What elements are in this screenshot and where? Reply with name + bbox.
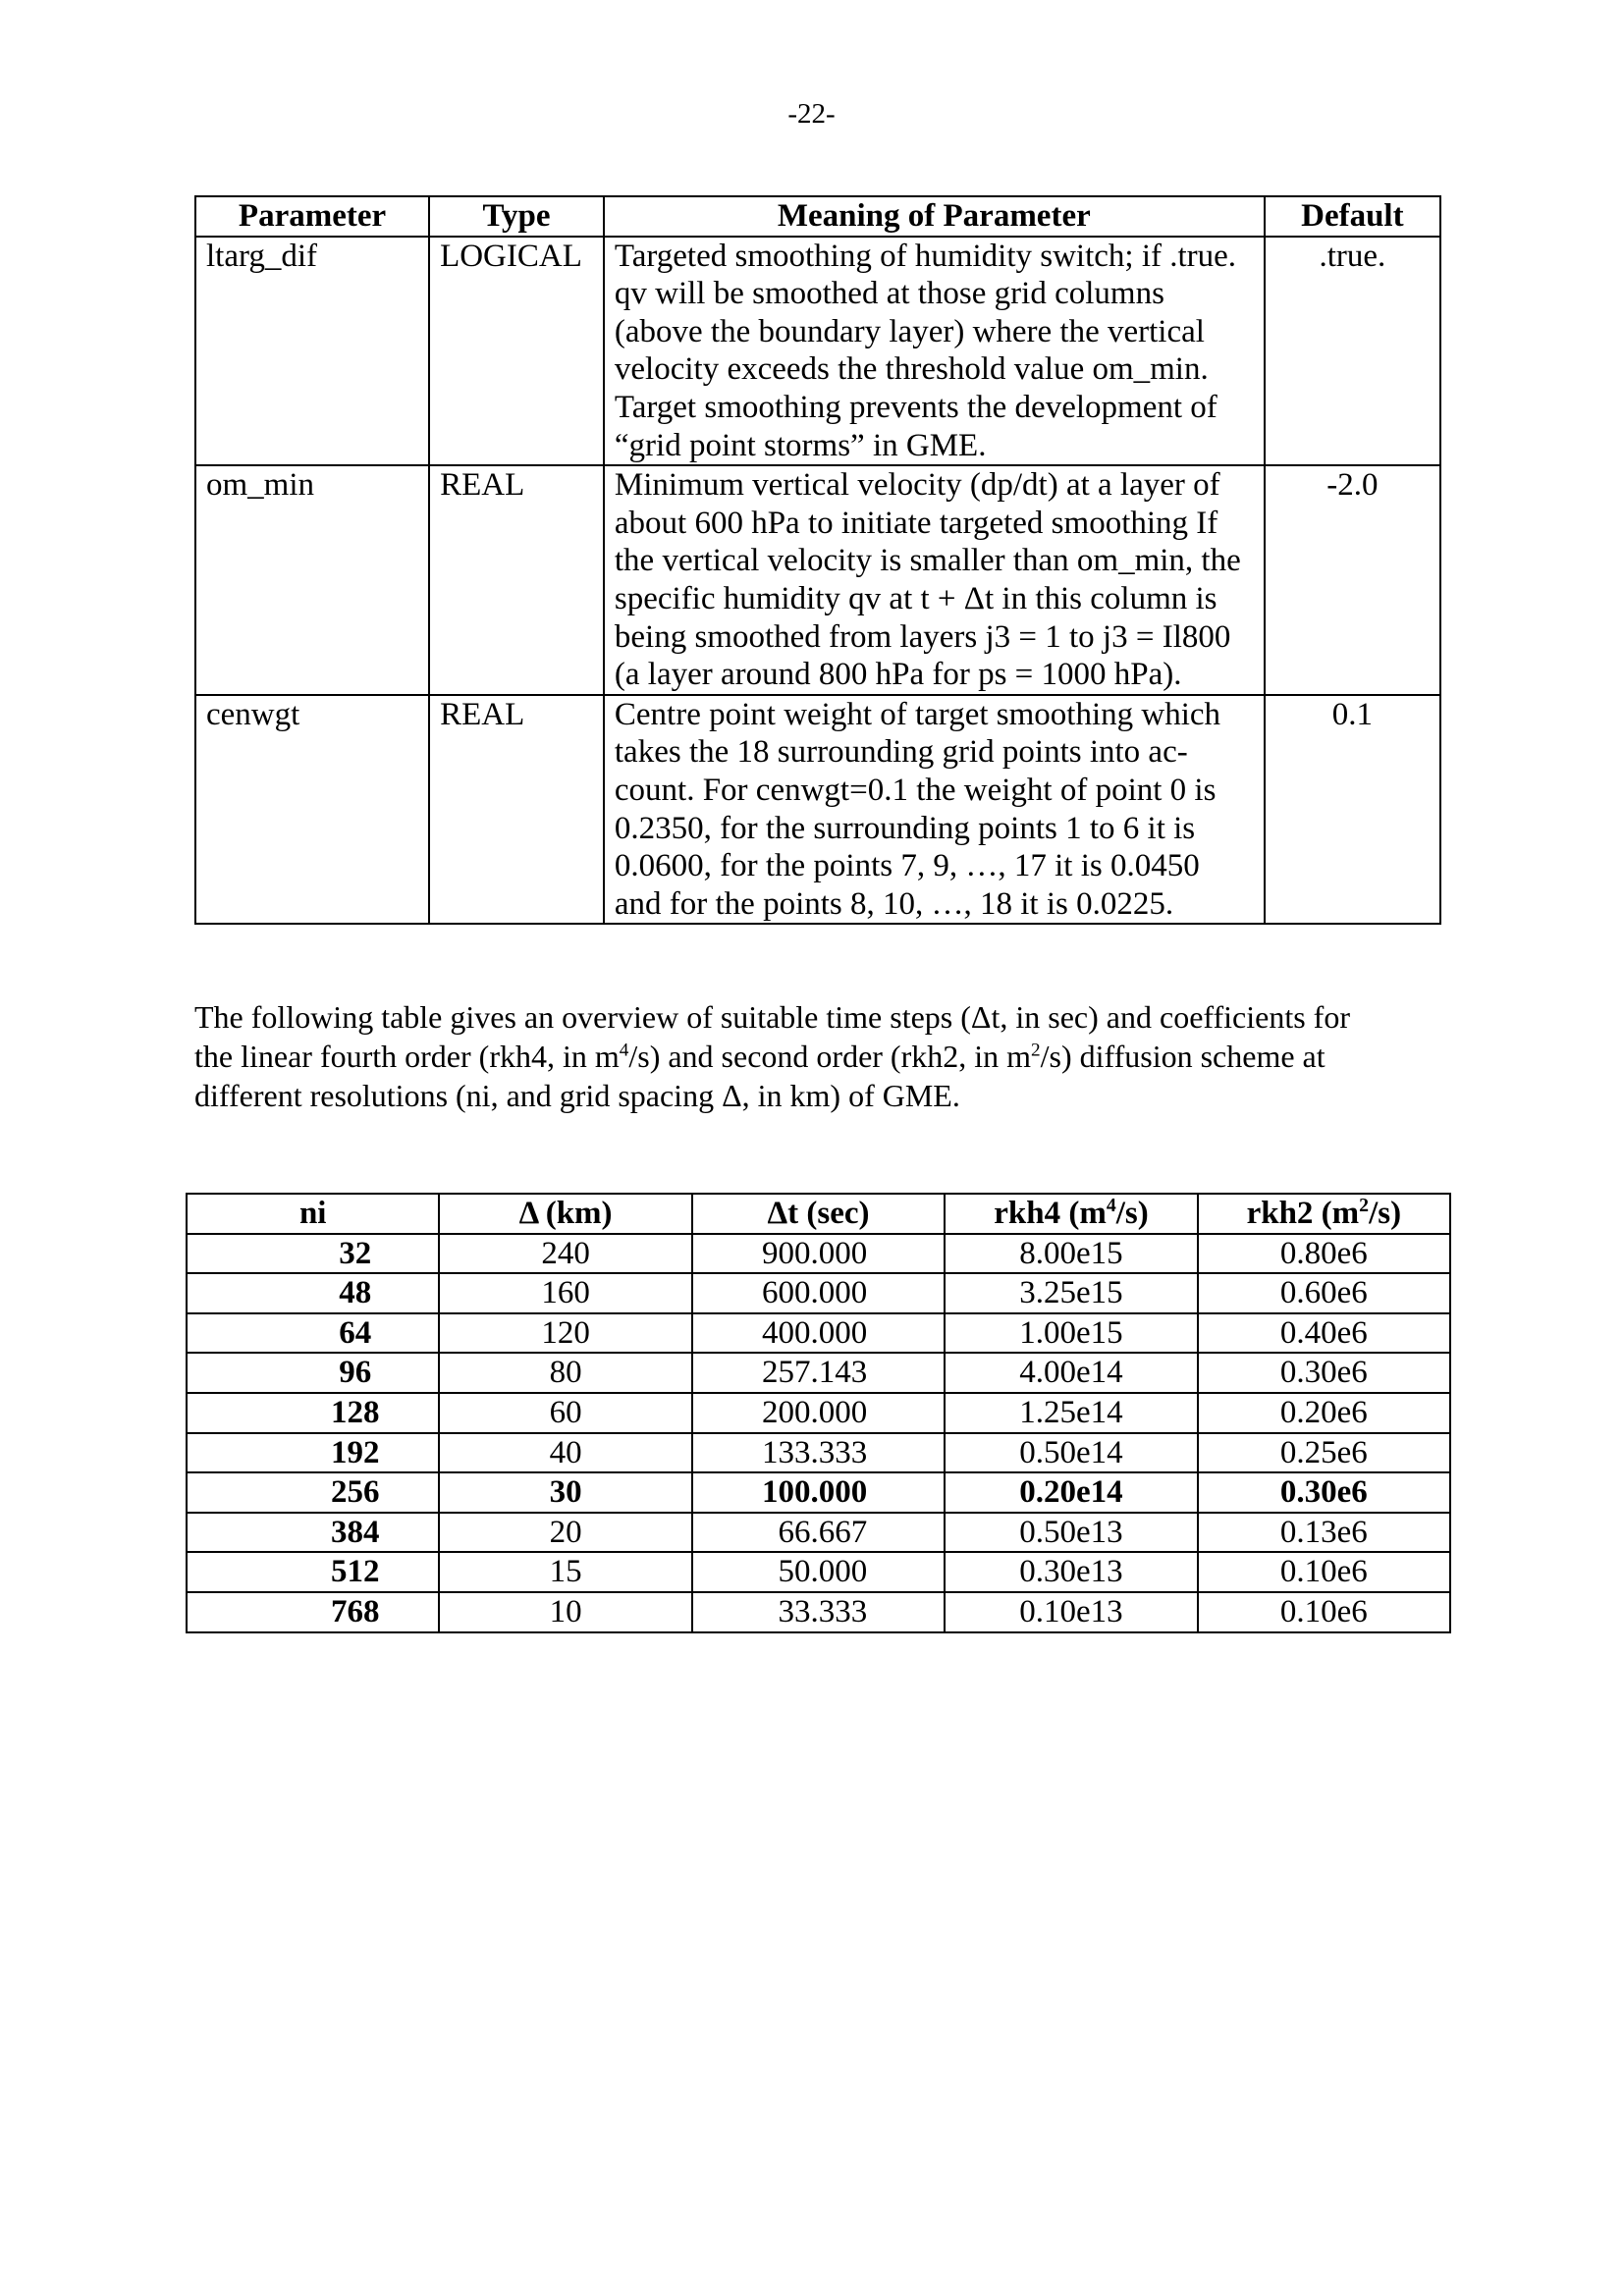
cell-delta: 80 [439,1353,691,1393]
cell-delta: 60 [439,1393,691,1433]
cell-rkh2: 0.13e6 [1198,1513,1450,1553]
cell-rkh4: 3.25e15 [945,1273,1197,1313]
parameter-row [195,695,1440,925]
resolution-row [187,1513,1450,1553]
meaning-line: (a layer around 800 hPa for ps = 1000 hPa). [614,657,1182,693]
meaning-line: 0.0600, for the points 7, 9, …, 17 it is 0.0450 [614,848,1200,884]
parameter-default: .true. [1265,237,1440,466]
page-number: -22- [787,98,836,130]
cell-delta: 15 [439,1552,691,1592]
cell-rkh2: 0.30e6 [1198,1472,1450,1513]
header-text: rkh4 (m [994,1196,1107,1231]
superscript: 4 [1106,1195,1116,1216]
resolution-row [187,1393,1450,1433]
header-rkh4 [945,1194,1197,1234]
header-text: rkh2 (m [1246,1196,1360,1231]
meaning-line: being smoothed from layers j3 = 1 to j3 = Il800 [614,618,1231,655]
cell-rkh2: 0.30e6 [1198,1353,1450,1393]
resolution-row [187,1273,1450,1313]
resolution-table [186,1193,1451,1633]
meaning-line: velocity exceeds the threshold value om_min. [614,351,1209,388]
resolution-row [187,1472,1450,1513]
resolution-table-header [187,1194,1450,1234]
cell-delta: 20 [439,1513,691,1553]
cell-dt: 133.333 [692,1433,946,1473]
parameter-meaning [604,695,1265,925]
header-default: Default [1265,196,1440,237]
cell-ni: 64 [187,1313,439,1354]
cell-rkh4: 0.50e14 [945,1433,1197,1473]
parameter-meaning [604,465,1265,695]
cell-dt: 33.333 [692,1592,946,1632]
cell-rkh4: 1.25e14 [945,1393,1197,1433]
superscript: 2 [1359,1195,1370,1216]
header-rkh2 [1198,1194,1450,1234]
cell-ni: 32 [187,1234,439,1274]
meaning-line: and for the points 8, 10, …, 18 it is 0.0225. [614,885,1174,922]
cell-rkh4: 0.50e13 [945,1513,1197,1553]
superscript: 2 [1031,1040,1041,1061]
parameter-table-header [195,196,1440,237]
cell-rkh2: 0.20e6 [1198,1393,1450,1433]
cell-rkh2: 0.60e6 [1198,1273,1450,1313]
header-dt: Δt (sec) [692,1194,946,1234]
cell-ni: 192 [187,1433,439,1473]
cell-dt: 200.000 [692,1393,946,1433]
cell-delta: 160 [439,1273,691,1313]
cell-dt: 66.667 [692,1513,946,1553]
meaning-line: the vertical velocity is smaller than om_min, the [614,543,1241,579]
cell-dt: 900.000 [692,1234,946,1274]
resolution-row [187,1552,1450,1592]
header-parameter: Parameter [195,196,429,237]
meaning-line: 0.2350, for the surrounding points 1 to 6 it is [614,810,1196,846]
intro-line-1: The following table gives an overview of suitable time steps (Δt, in sec) and coefficients for [194,999,1350,1035]
intro-text: /s) diffusion scheme at [1040,1039,1325,1074]
cell-rkh4: 0.20e14 [945,1472,1197,1513]
intro-text: /s) and second order (rkh2, in m [628,1039,1032,1074]
parameter-row [195,465,1440,695]
header-ni: ni [187,1194,439,1234]
cell-delta: 40 [439,1433,691,1473]
cell-ni: 768 [187,1592,439,1632]
cell-ni: 512 [187,1552,439,1592]
cell-ni: 48 [187,1273,439,1313]
cell-rkh4: 0.10e13 [945,1592,1197,1632]
meaning-line: Target smoothing prevents the development of [614,389,1217,425]
cell-rkh2: 0.40e6 [1198,1313,1450,1354]
resolution-row [187,1592,1450,1632]
parameter-default: -2.0 [1265,465,1440,695]
cell-rkh2: 0.10e6 [1198,1552,1450,1592]
cell-ni: 128 [187,1393,439,1433]
parameter-meaning [604,237,1265,466]
cell-rkh4: 1.00e15 [945,1313,1197,1354]
parameter-type: REAL [429,695,604,925]
parameter-name: cenwgt [195,695,429,925]
meaning-line: Targeted smoothing of humidity switch; if .true. [614,238,1237,274]
parameter-name: ltarg_dif [195,237,429,466]
resolution-row [187,1234,1450,1274]
cell-rkh2: 0.80e6 [1198,1234,1450,1274]
cell-rkh4: 8.00e15 [945,1234,1197,1274]
cell-ni: 96 [187,1353,439,1393]
intro-line-3: different resolutions (ni, and grid spacing Δ, in km) of GME. [194,1078,960,1113]
parameter-type: REAL [429,465,604,695]
cell-rkh4: 4.00e14 [945,1353,1197,1393]
cell-delta: 120 [439,1313,691,1354]
resolution-row [187,1353,1450,1393]
parameter-default: 0.1 [1265,695,1440,925]
intro-text: the linear fourth order (rkh4, in m [194,1039,620,1074]
parameter-type: LOGICAL [429,237,604,466]
parameter-name: om_min [195,465,429,695]
cell-dt: 400.000 [692,1313,946,1354]
header-text: /s) [1369,1196,1402,1231]
cell-rkh4: 0.30e13 [945,1552,1197,1592]
meaning-line: specific humidity qv at t + Δt in this column is [614,580,1217,616]
resolution-row [187,1313,1450,1354]
meaning-line: qv will be smoothed at those grid columns [614,276,1164,312]
parameter-row [195,237,1440,466]
cell-dt: 50.000 [692,1552,946,1592]
cell-dt: 100.000 [692,1472,946,1513]
header-type: Type [429,196,604,237]
superscript: 4 [619,1040,629,1061]
cell-ni: 256 [187,1472,439,1513]
cell-dt: 600.000 [692,1273,946,1313]
meaning-line: count. For cenwgt=0.1 the weight of point 0 is [614,772,1217,808]
parameter-table [194,195,1441,925]
cell-delta: 240 [439,1234,691,1274]
meaning-line: about 600 hPa to initiate targeted smoothing If [614,505,1218,541]
meaning-line: takes the 18 surrounding grid points into ac- [614,734,1188,771]
cell-rkh2: 0.10e6 [1198,1592,1450,1632]
cell-dt: 257.143 [692,1353,946,1393]
cell-delta: 10 [439,1592,691,1632]
resolution-row [187,1433,1450,1473]
cell-delta: 30 [439,1472,691,1513]
intro-line-2 [194,1037,1441,1076]
meaning-line: Centre point weight of target smoothing which [614,696,1221,732]
header-delta: Δ (km) [439,1194,691,1234]
meaning-line: (above the boundary layer) where the vertical [614,313,1205,349]
header-text: /s) [1115,1196,1149,1231]
meaning-line: “grid point storms” in GME. [614,427,987,463]
cell-ni: 384 [187,1513,439,1553]
meaning-line: Minimum vertical velocity (dp/dt) at a layer of [614,467,1220,504]
header-meaning: Meaning of Parameter [604,196,1265,237]
intro-paragraph [194,997,1441,1115]
cell-rkh2: 0.25e6 [1198,1433,1450,1473]
